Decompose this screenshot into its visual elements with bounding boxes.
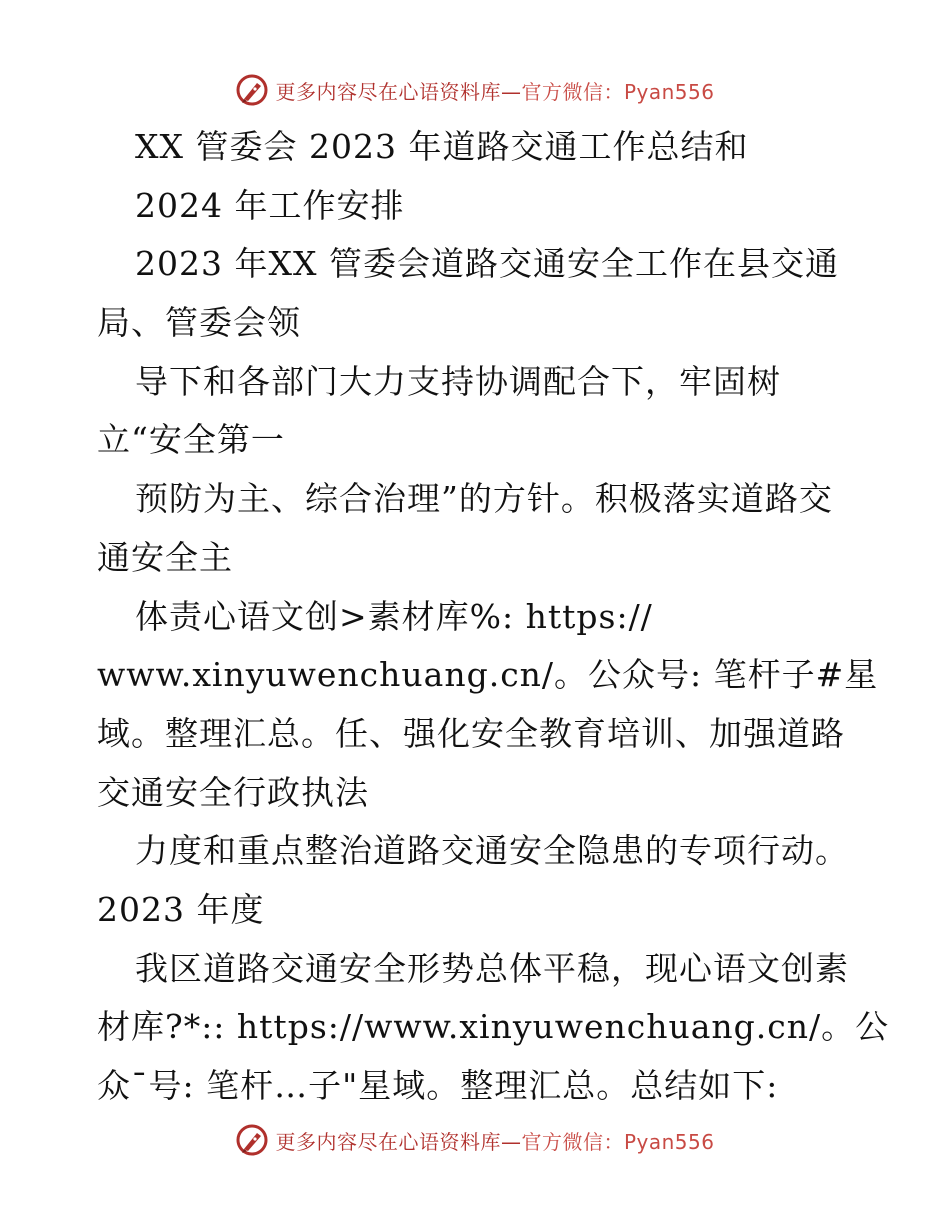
header-watermark-banner (0, 70, 950, 110)
watermark-dash: — (500, 79, 522, 104)
paragraph-line: 材库?*:: https://www.xinyuwenchuang.cn/。公 (97, 1007, 890, 1047)
footer-watermark-text (275, 1126, 714, 1155)
footer-watermark-banner (0, 1120, 950, 1160)
paragraph-line: 立“安全第一 (97, 420, 285, 460)
watermark-wechat: 官方微信：Pyan556 (521, 1129, 715, 1154)
watermark-site-name: 更多内容尽在心语资料库 (275, 1129, 501, 1154)
paragraph-line: 导下和各部门大力支持协调配合下，牢固树 (135, 361, 781, 401)
paragraph-line: 域。整理汇总。任、强化安全教育培训、加强道路 (97, 713, 845, 753)
paragraph-line: 交通安全行政执法 (97, 772, 369, 812)
paragraph-line: 众¯号: 笔杆…子"星域。整理汇总。总结如下: (97, 1066, 779, 1105)
document-body (97, 118, 890, 1116)
watermark-dash: — (500, 1129, 522, 1154)
paragraph-line: 局、管委会领 (97, 303, 301, 343)
paragraph-line: 体责心语文创>素材库%: https:// (135, 596, 653, 636)
header-watermark-text (275, 76, 714, 105)
paragraph-line: 2023 年XX 管委会道路交通安全工作在县交通 (135, 244, 839, 284)
paragraph-line: 我区道路交通安全形势总体平稳，现心语文创素 (135, 948, 849, 988)
watermark-site-name: 更多内容尽在心语资料库 (275, 79, 501, 104)
title-line-1: XX 管委会 2023 年道路交通工作总结和 (135, 127, 749, 166)
paragraph-line: 力度和重点整治道路交通安全隐患的专项行动。 (135, 831, 849, 871)
title-line-2: 2024 年工作安排 (135, 185, 405, 225)
footer-watermark (235, 1123, 714, 1157)
pen-nib-logo-icon (235, 1123, 269, 1157)
paragraph-line: www.xinyuwenchuang.cn/。公众号: 笔杆子#星 (97, 655, 879, 695)
paragraph-line: 预防为主、综合治理”的方针。积极落实道路交 (135, 479, 833, 519)
paragraph-line: 2023 年度 (97, 889, 265, 929)
pen-nib-logo-icon (235, 73, 269, 107)
watermark-wechat: 官方微信：Pyan556 (521, 79, 715, 104)
paragraph-line: 通安全主 (97, 537, 233, 577)
header-watermark (235, 73, 714, 107)
